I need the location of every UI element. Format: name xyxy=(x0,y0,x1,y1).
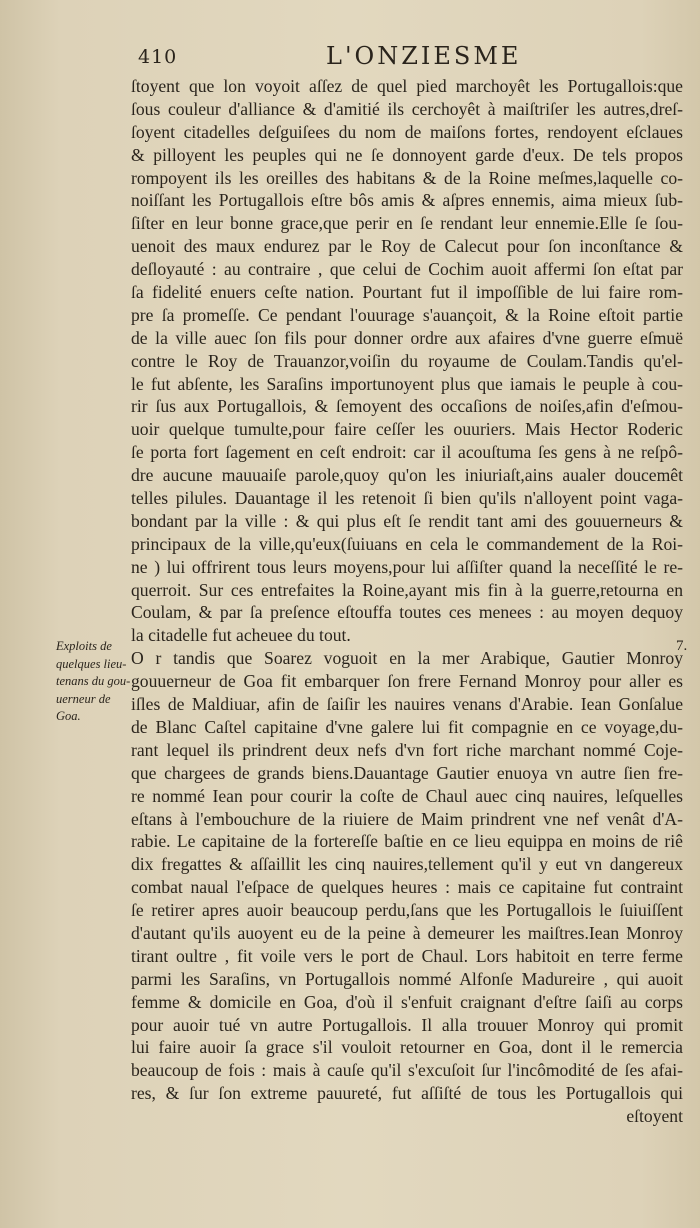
text-line: Coulam, & par ſa preſence eſtouffa toutes ces menees : au moyen dequoy xyxy=(131,602,683,623)
text-line: femme & domicile en Goa, d'où il s'enfuit craignant d'eſtre ſaiſi au corps xyxy=(131,991,683,1012)
text-line: rabie. Le capitaine de la forterеſſe baſtie en ce lieu equippa en moins de riê xyxy=(131,831,683,852)
text-line: principaux de la ville,qu'eux(ſuiuans en cela le commandement de la Roi- xyxy=(131,533,683,554)
text-line: ſe porta fort ſagement en ceſt endroit: car il acouſtuma ſes gens à ne reſpô- xyxy=(131,442,683,463)
margin-note-line: tenans du gou- xyxy=(56,674,131,688)
text-line: querroit. Sur ces entrefaites la Roine,ayant mis fin à la guerre,retourna en xyxy=(131,579,683,600)
text-line: tirant oultre , fit voile vers le port de Chaul. Lors habitoit en terre ferme xyxy=(131,945,683,966)
text-line: uenoit des maux endurez par le Roy de Calecut pour ſon inconſtance & xyxy=(131,236,683,257)
margin-note xyxy=(56,638,136,726)
page-number: 410 xyxy=(138,46,178,68)
text-line: telles pilules. Dauantage il les retenoit ſi bien qu'ils n'alloyent point vaga- xyxy=(131,488,683,509)
text-line: ne ) lui offrirent tous leurs moyens,pour lui aſſiſter quand la neceſſité le re- xyxy=(131,556,683,577)
page-header xyxy=(0,40,700,72)
text-line: iſles de Maldiuar, afin de ſaiſir les nauires venans d'Arabie. Iean Gonſalue xyxy=(131,694,683,715)
text-line: contre le Roy de Trauanzor,voiſin du royaume de Coulam.Tandis qu'el- xyxy=(131,350,683,371)
running-head: L'ONZIESME xyxy=(326,42,522,70)
text-line: la citadelle fut acheuee du tout. xyxy=(131,625,351,646)
text-line: combat naual l'eſpace de quelques heures : mais ce capitaine fut contraint xyxy=(131,877,683,898)
text-line: uoir quelque tumulte,pour faire ceſſer les ouuriers. Mais Hector Roderic xyxy=(131,419,683,440)
text-line: res, & ſur ſon extreme pauureté, fut aſſiſté de tous les Portugallois qui xyxy=(131,1083,683,1104)
text-line: ſtoyent que lon voyoit aſſez de quel pied marchoyêt les Portugallois:que xyxy=(131,76,683,96)
text-line: beaucoup de fois : mais à cauſe qu'il s'excuſoit ſur l'incômodité de ſes afai- xyxy=(131,1060,683,1081)
text-line: le fut abſente, les Saraſins importunoyent plus que iamais le peuple à cou- xyxy=(131,373,683,394)
text-line: ſous couleur d'alliance & d'amitié ils cerchoyêt à maiſtriſer les autres,dreſ- xyxy=(131,98,683,119)
text-line: dre aucune mauuaiſe parole,quoy qu'on les iniuriaſt,ains aualer doucemêt xyxy=(131,465,683,486)
text-line: bondant par la ville : & qui plus eſt ſe rendit tant ami des gouuerneurs & xyxy=(131,510,683,531)
text-line: pour auoir tué vn autre Portugallois. Il alla trouuer Monroy qui promit xyxy=(131,1014,683,1035)
text-line: rir ſus aux Portugallois, & ſemoyent des occaſions de noiſes,afin d'eſmou- xyxy=(131,396,683,417)
text-line: ſe retirer apres auoir beaucoup perdu,ſans que les Portugallois le ſuiuiſſent xyxy=(131,900,683,921)
text-line: dix fregattes & aſſaillit les cinq nauires,tellement qu'il y eut vn dangereux xyxy=(131,854,683,875)
text-line: gouuerneur de Goa fit embarquer ſon frere Fernand Monroy pour aller es xyxy=(131,671,683,692)
text-line: noiſſant les Portugallois eſtre bôs amis & aſpres ennemis, aima mieux ſub- xyxy=(131,190,683,211)
text-line: pre ſa promeſſe. Ce pendant l'ouurage s'auançoit, & la Roine eſtoit partie xyxy=(131,304,683,325)
text-line: que chargees de grands biens.Dauantage Gautier enuoya vn autre ſien fre- xyxy=(131,762,683,783)
margin-note-line: uerneur de xyxy=(56,691,111,706)
text-line: d'autant qu'ils auoyent eu de la peine à demeurer les maiſtres.Iean Monroy xyxy=(131,922,683,943)
text-line: rompoyent ils les oreilles des habitans & de la Roine meſmes,laquelle co- xyxy=(131,167,683,188)
text-line: O r tandis que Soarez voguoit en la mer Arabique, Gautier Monroy xyxy=(131,648,683,669)
text-line: ſiſter en leur bonne grace,que perir en ſe rendant leur ennemie.Elle ſe ſou- xyxy=(131,213,683,234)
text-line: lui faire auoir ſa grace s'il vouloit retourner en Goa, dont il le remercia xyxy=(131,1037,683,1058)
text-line: eſtoyent xyxy=(626,1106,683,1127)
text-line: ſa fidelité enuers ceſte nation. Pourtant fut il impoſſible de lui faire rom- xyxy=(131,282,683,303)
text-line: & pilloyent les peuples qui ne ſe donnoyent garde d'eux. De tels propos xyxy=(131,144,683,165)
body-text xyxy=(131,75,683,1128)
text-line: deſloyauté : au contraire , que celui de Cochim auoit affermi ſon eſtat par xyxy=(131,259,683,280)
text-line: ſoyent citadelles deſguiſees du nom de maiſons fortes, rendoyent eſclaues xyxy=(131,121,683,142)
margin-note-line: Goa. xyxy=(56,709,81,723)
section-number: 7. xyxy=(676,638,688,654)
text-line: de la ville auec ſon fils pour donner ordre aux afaires d'vne guerre eſmuë xyxy=(131,327,683,348)
text-line: re nommé Iean pour courir la coſte de Chaul auec cinq nauires, leſquelles xyxy=(131,785,683,806)
margin-note-line: quelques lieu- xyxy=(56,656,127,671)
text-line: rant lequel ils prindrent deux nefs d'vn fort riche marchant nommé Coje- xyxy=(131,739,683,760)
text-line: de Blanc Caſtel capitaine d'vne galere lui fit compagnie en ce voyage,du- xyxy=(131,716,683,737)
text-line: eſtans à l'embouchure de la riuiere de Maim prindrent vne nef venât d'A- xyxy=(131,808,683,829)
margin-note-line: Exploits de xyxy=(56,639,112,653)
text-line: parmi les Saraſins, vn Portugallois nommé Alfonſe Madureire , qui auoit xyxy=(131,968,683,989)
